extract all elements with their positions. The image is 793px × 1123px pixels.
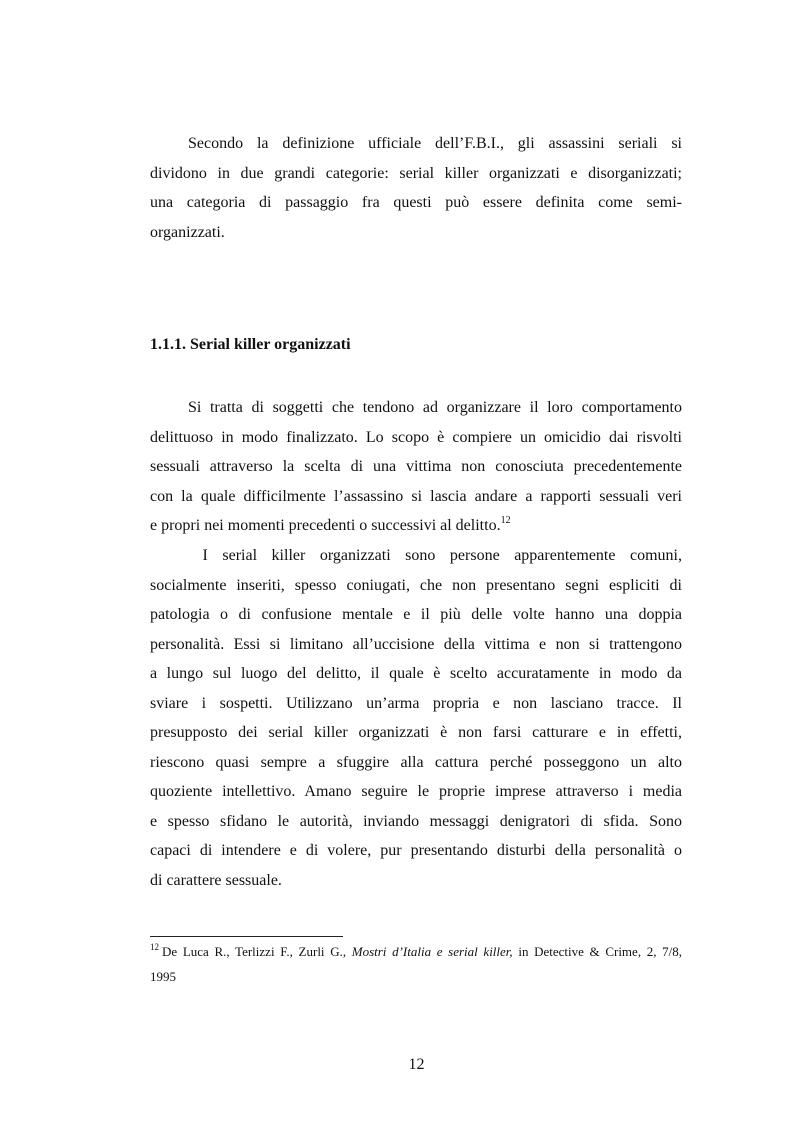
intro-line-2: dividono in due grandi categorie: serial killer organizzati e disorganizzati; bbox=[150, 164, 682, 182]
section-paragraph-1-block bbox=[150, 393, 682, 541]
p2-line-2: socialmente inseriti, spesso coniugati, che non presentano segni espliciti di bbox=[150, 576, 682, 594]
section-paragraph-2-block bbox=[150, 541, 682, 895]
intro-line-4: organizzati. bbox=[150, 223, 225, 241]
footnote-authors: De Luca R., Terlizzi F., Zurli G., bbox=[162, 944, 347, 959]
footnote-number: 12 bbox=[150, 942, 159, 952]
footnote-source: in Detective & Crime, 2, 7/8, bbox=[518, 944, 682, 959]
footnote-separator bbox=[150, 936, 343, 937]
p1-line-1: Si tratta di soggetti che tendono ad organizzare il loro comportamento bbox=[188, 399, 682, 416]
p2-line-4: personalità. Essi si limitano all’uccisione della vittima e non si trattengono bbox=[150, 635, 682, 653]
p2-line-9: quoziente intellettivo. Amano seguire le proprie imprese attraverso i media bbox=[150, 783, 682, 800]
intro-line-1: Secondo la definizione ufficiale dell’F.B.I., gli assassini seriali si bbox=[188, 135, 682, 152]
p2-line-12: di carattere sessuale. bbox=[150, 871, 282, 889]
p1-line-3: sessuali attraverso la scelta di una vittima non conosciuta precedentemente bbox=[150, 458, 682, 475]
intro-paragraph-block bbox=[150, 129, 682, 247]
p2-line-1: I serial killer organizzati sono persone apparentemente comuni, bbox=[188, 547, 682, 564]
p2-line-5: a lungo sul luogo del delitto, il quale è scelto accuratamente in modo da bbox=[150, 665, 682, 682]
footnote-line-1 bbox=[150, 939, 682, 964]
p2-line-11: capaci di intendere e di volere, pur presentando disturbi della personalità o bbox=[150, 842, 682, 859]
p1-line-5-text: e propri nei momenti precedenti o successivi al delitto. bbox=[150, 517, 501, 534]
footnote-year: 1995 bbox=[150, 969, 176, 984]
p2-line-6: sviare i sospetti. Utilizzano un’arma propria e non lasciano tracce. Il bbox=[150, 694, 682, 712]
footnote-title: Mostri d’Italia e serial killer, bbox=[351, 944, 513, 959]
footnote bbox=[150, 939, 682, 989]
section-heading: 1.1.1. Serial killer organizzati bbox=[150, 336, 351, 353]
section-paragraph-1 bbox=[150, 393, 682, 541]
page-number: 12 bbox=[408, 1056, 425, 1073]
p1-line-2: delittuoso in modo finalizzato. Lo scopo è compiere un omicidio dai risvolti bbox=[150, 428, 682, 446]
intro-line-3: una categoria di passaggio fra questi può essere definita come semi- bbox=[150, 194, 682, 211]
p2-line-3: patologia o di confusione mentale e il più delle volte hanno una doppia bbox=[150, 606, 682, 623]
p1-line-4: con la quale difficilmente l’assassino si lascia andare a rapporti sessuali veri bbox=[150, 487, 682, 505]
p2-line-10: e spesso sfidano le autorità, inviando messaggi denigratori di sfida. Sono bbox=[150, 812, 682, 830]
footnote-reference[interactable]: 12 bbox=[500, 515, 511, 526]
p1-line-5 bbox=[112, 511, 682, 541]
p2-line-8: riescono quasi sempre a sfuggire alla cattura perché posseggono un alto bbox=[150, 753, 682, 771]
section-paragraph-2 bbox=[150, 541, 682, 895]
intro-paragraph bbox=[150, 129, 682, 247]
p2-line-7: presupposto dei serial killer organizzati è non farsi catturare e in effetti, bbox=[150, 724, 682, 741]
